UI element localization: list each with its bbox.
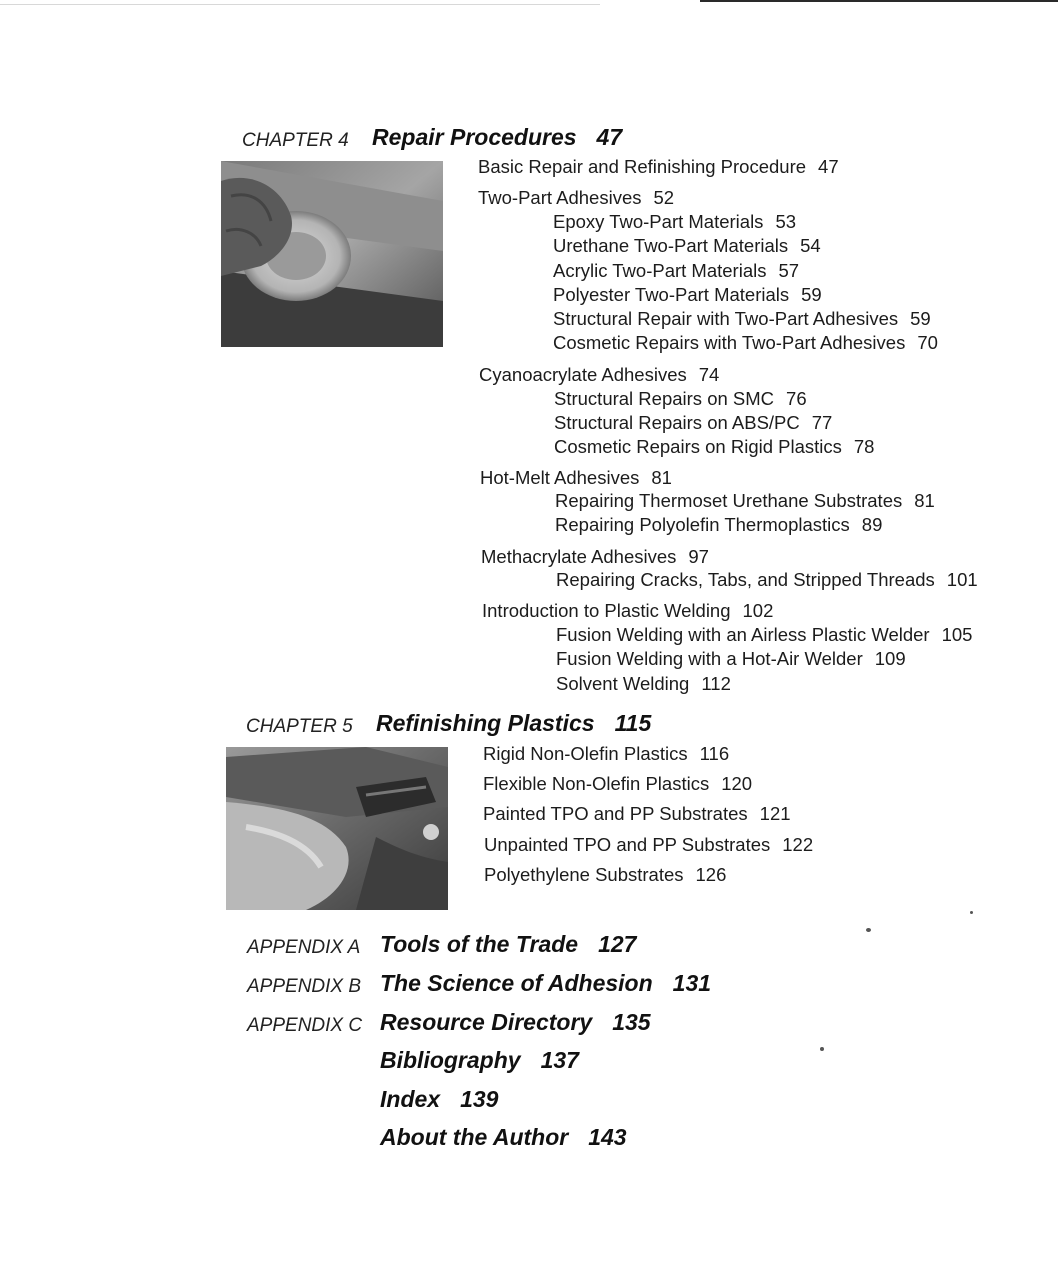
appendix-title-text: Bibliography: [380, 1047, 521, 1073]
entry-text: Repairing Cracks, Tabs, and Stripped Threads: [556, 569, 935, 590]
toc-subentry[interactable]: [553, 211, 796, 233]
toc-entry[interactable]: [484, 834, 813, 856]
entry-page: 52: [653, 187, 675, 208]
entry-page: 101: [946, 569, 978, 590]
appendix-page-number: 137: [540, 1047, 579, 1073]
entry-page: 77: [811, 412, 833, 433]
toc-subentry[interactable]: [553, 308, 931, 330]
scan-speck: [970, 911, 973, 914]
entry-text: Introduction to Plastic Welding: [482, 600, 731, 621]
appendix-page-number: 127: [598, 931, 637, 957]
entry-page: 54: [800, 235, 821, 256]
toc-subentry[interactable]: [556, 648, 906, 670]
entry-page: 120: [721, 773, 753, 794]
toc-entry[interactable]: [483, 803, 791, 825]
appendix-c-title[interactable]: [380, 1009, 651, 1036]
entry-text: Methacrylate Adhesives: [481, 546, 677, 567]
entry-text: Cosmetic Repairs on Rigid Plastics: [554, 436, 842, 457]
toc-entry[interactable]: [483, 743, 729, 765]
toc-subentry[interactable]: [555, 514, 882, 536]
entry-page: 70: [917, 332, 938, 353]
entry-text: Unpainted TPO and PP Substrates: [484, 834, 771, 855]
entry-text: Two-Part Adhesives: [478, 187, 642, 208]
sanding-bumper-photo-icon: [221, 161, 443, 347]
entry-page: 97: [688, 546, 709, 567]
chapter-5-title[interactable]: [376, 710, 651, 737]
entry-page: 78: [853, 436, 875, 457]
appendix-title-text: The Science of Adhesion: [380, 970, 653, 996]
entry-page: 116: [699, 743, 730, 764]
entry-text: Flexible Non-Olefin Plastics: [483, 773, 710, 794]
chapter-4-label: CHAPTER 4: [242, 130, 349, 151]
scan-edge-line: [700, 0, 1058, 2]
entry-page: 126: [695, 864, 727, 885]
entry-text: Repairing Polyolefin Thermoplastics: [555, 514, 850, 535]
entry-text: Structural Repair with Two-Part Adhesives: [553, 308, 899, 329]
appendix-a-title[interactable]: [380, 931, 636, 958]
entry-text: Rigid Non-Olefin Plastics: [483, 743, 688, 764]
appendix-title-text: Tools of the Trade: [380, 931, 579, 957]
toc-entry[interactable]: [478, 156, 839, 178]
entry-text: Fusion Welding with an Airless Plastic Welder: [556, 624, 930, 645]
appendix-page-number: 143: [588, 1124, 627, 1150]
entry-page: 122: [782, 834, 814, 855]
entry-page: 121: [759, 803, 791, 824]
chapter-5-label: CHAPTER 5: [246, 716, 353, 737]
toc-subentry[interactable]: [554, 436, 874, 458]
entry-text: Repairing Thermoset Urethane Substrates: [555, 490, 903, 511]
entry-page: 53: [775, 211, 797, 232]
chapter-page-number: 47: [596, 124, 623, 150]
toc-subentry[interactable]: [556, 673, 731, 695]
entry-text: Acrylic Two-Part Materials: [553, 260, 767, 281]
entry-text: Urethane Two-Part Materials: [553, 235, 789, 256]
entry-text: Structural Repairs on SMC: [554, 388, 775, 409]
appendix-b-title[interactable]: [380, 970, 711, 997]
index-title[interactable]: [380, 1086, 498, 1113]
scan-speck: [820, 1047, 824, 1051]
entry-text: Hot-Melt Adhesives: [480, 467, 640, 488]
toc-subentry[interactable]: [556, 624, 972, 646]
toc-subentry[interactable]: [554, 388, 807, 410]
toc-subentry[interactable]: [553, 284, 822, 306]
scan-edge-line-faint: [0, 4, 600, 5]
entry-page: 59: [910, 308, 931, 329]
entry-text: Polyester Two-Part Materials: [553, 284, 790, 305]
toc-entry[interactable]: [483, 773, 752, 795]
about-author-title[interactable]: [380, 1124, 627, 1151]
entry-text: Polyethylene Substrates: [484, 864, 684, 885]
toc-entry[interactable]: [481, 546, 709, 568]
entry-text: Structural Repairs on ABS/PC: [554, 412, 800, 433]
toc-entry[interactable]: [484, 864, 726, 886]
chapter-page-number: 115: [614, 710, 652, 736]
toc-entry[interactable]: [478, 187, 674, 209]
toc-subentry[interactable]: [553, 332, 938, 354]
appendix-page-number: 131: [672, 970, 712, 996]
entry-text: Basic Repair and Refinishing Procedure: [478, 156, 807, 177]
appendix-title-text: Index: [380, 1086, 441, 1112]
toc-subentry[interactable]: [553, 260, 799, 282]
chapter-4-title[interactable]: [372, 124, 622, 151]
entry-page: 89: [861, 514, 883, 535]
entry-text: Cosmetic Repairs with Two-Part Adhesives: [553, 332, 906, 353]
appendix-page-number: 139: [460, 1086, 499, 1112]
entry-page: 105: [941, 624, 973, 645]
entry-text: Cyanoacrylate Adhesives: [479, 364, 687, 385]
appendix-title-text: About the Author: [380, 1124, 569, 1150]
entry-page: 81: [651, 467, 672, 488]
chapter-title-text: Refinishing Plastics: [376, 710, 595, 736]
appendix-page-number: 135: [612, 1009, 651, 1035]
entry-page: 76: [786, 388, 807, 409]
toc-entry[interactable]: [479, 364, 719, 386]
toc-entry[interactable]: [480, 467, 672, 489]
toc-subentry[interactable]: [554, 412, 832, 434]
entry-page: 57: [778, 260, 800, 281]
toc-subentry[interactable]: [556, 569, 978, 591]
entry-text: Painted TPO and PP Substrates: [483, 803, 748, 824]
chapter-title-text: Repair Procedures: [372, 124, 577, 150]
entry-text: Epoxy Two-Part Materials: [553, 211, 764, 232]
toc-subentry[interactable]: [553, 235, 821, 257]
appendix-a-label: APPENDIX A: [247, 937, 361, 958]
entry-text: Solvent Welding: [556, 673, 690, 694]
entry-page: 47: [818, 156, 839, 177]
entry-page: 112: [701, 673, 731, 694]
toc-entry[interactable]: [482, 600, 773, 622]
entry-page: 109: [874, 648, 906, 669]
bibliography-title[interactable]: [380, 1047, 579, 1074]
appendix-c-label: APPENDIX C: [247, 1015, 363, 1036]
toc-subentry[interactable]: [555, 490, 935, 512]
painted-bumper-photo-icon: [226, 747, 448, 910]
entry-page: 102: [742, 600, 774, 621]
entry-page: 74: [698, 364, 720, 385]
appendix-title-text: Resource Directory: [380, 1009, 593, 1035]
entry-text: Fusion Welding with a Hot-Air Welder: [556, 648, 863, 669]
entry-page: 59: [801, 284, 822, 305]
appendix-b-label: APPENDIX B: [247, 976, 362, 997]
scan-speck: [866, 928, 871, 932]
entry-page: 81: [914, 490, 935, 511]
